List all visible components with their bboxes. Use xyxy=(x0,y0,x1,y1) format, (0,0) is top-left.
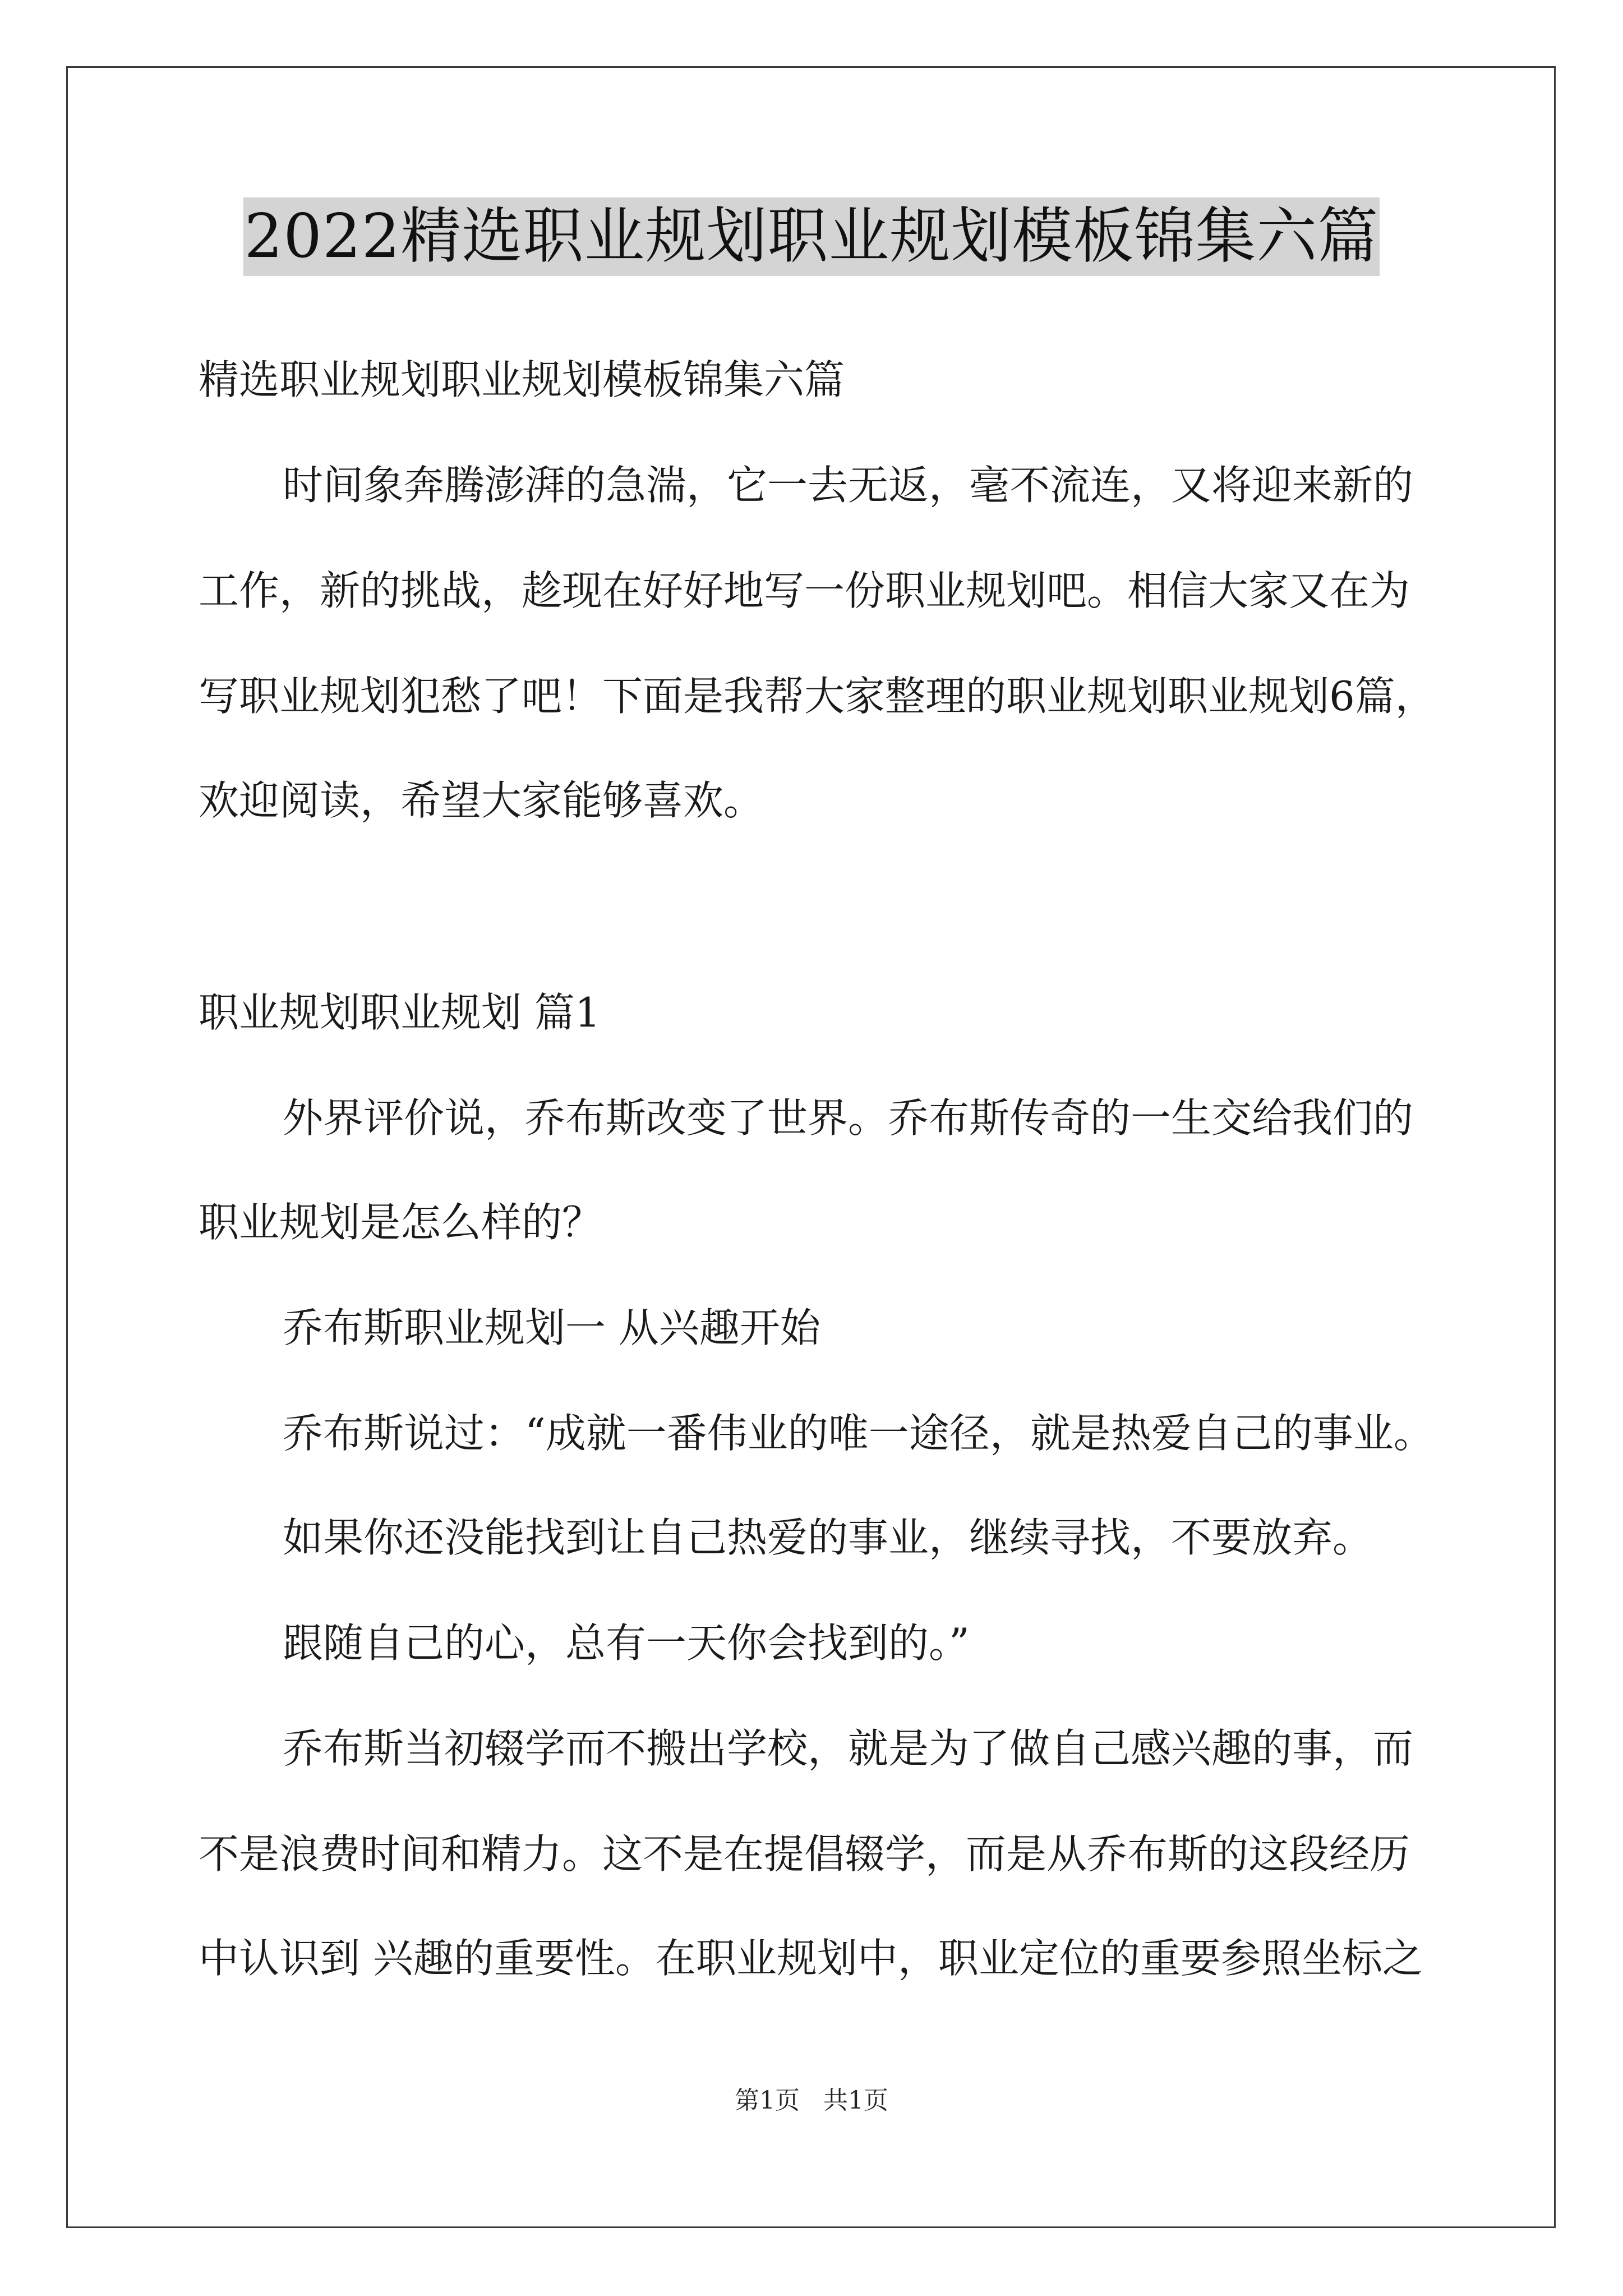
page-total: 共1页 xyxy=(823,2086,888,2115)
section-line-5: 如果你还没能找到让自己热爱的事业，继续寻找，不要放弃。 xyxy=(283,1514,1373,1561)
intro-line-4: 欢迎阅读，希望大家能够喜欢。 xyxy=(199,777,764,824)
page-number: 第1页 xyxy=(735,2086,800,2115)
section-line-3: 乔布斯职业规划一 从兴趣开始 xyxy=(283,1304,820,1351)
page-footer xyxy=(0,2086,1623,2116)
section-line-9: 中认识到 兴趣的重要性。在职业规划中，职业定位的重要参照坐标之 xyxy=(199,1935,1423,1982)
document-subtitle: 精选职业规划职业规划模板锦集六篇 xyxy=(199,356,845,403)
intro-line-1: 时间象奔腾澎湃的急湍，它一去无返，毫不流连，又将迎来新的 xyxy=(283,462,1414,509)
section-line-2: 职业规划是怎么样的？ xyxy=(199,1199,603,1246)
title-container xyxy=(0,197,1623,276)
section-heading: 职业规划职业规划 篇1 xyxy=(199,989,601,1036)
section-line-1: 外界评价说，乔布斯改变了世界。乔布斯传奇的一生交给我们的 xyxy=(283,1094,1414,1142)
section-line-7: 乔布斯当初辍学而不搬出学校，就是为了做自己感兴趣的事，而 xyxy=(283,1725,1414,1772)
document-title: 2022精选职业规划职业规划模板锦集六篇 xyxy=(243,197,1380,276)
section-line-6: 跟随自己的心，总有一天你会找到的。” xyxy=(283,1619,970,1667)
intro-line-3: 写职业规划犯愁了吧！下面是我帮大家整理的职业规划职业规划6篇， xyxy=(199,673,1436,720)
section-line-4: 乔布斯说过：“成就一番伟业的唯一途径，就是热爱自己的事业。 xyxy=(283,1410,1434,1457)
intro-line-2: 工作，新的挑战，趁现在好好地写一份职业规划吧。相信大家又在为 xyxy=(199,567,1410,614)
section-line-8: 不是浪费时间和精力。这不是在提倡辍学，而是从乔布斯的这段经历 xyxy=(199,1830,1410,1878)
